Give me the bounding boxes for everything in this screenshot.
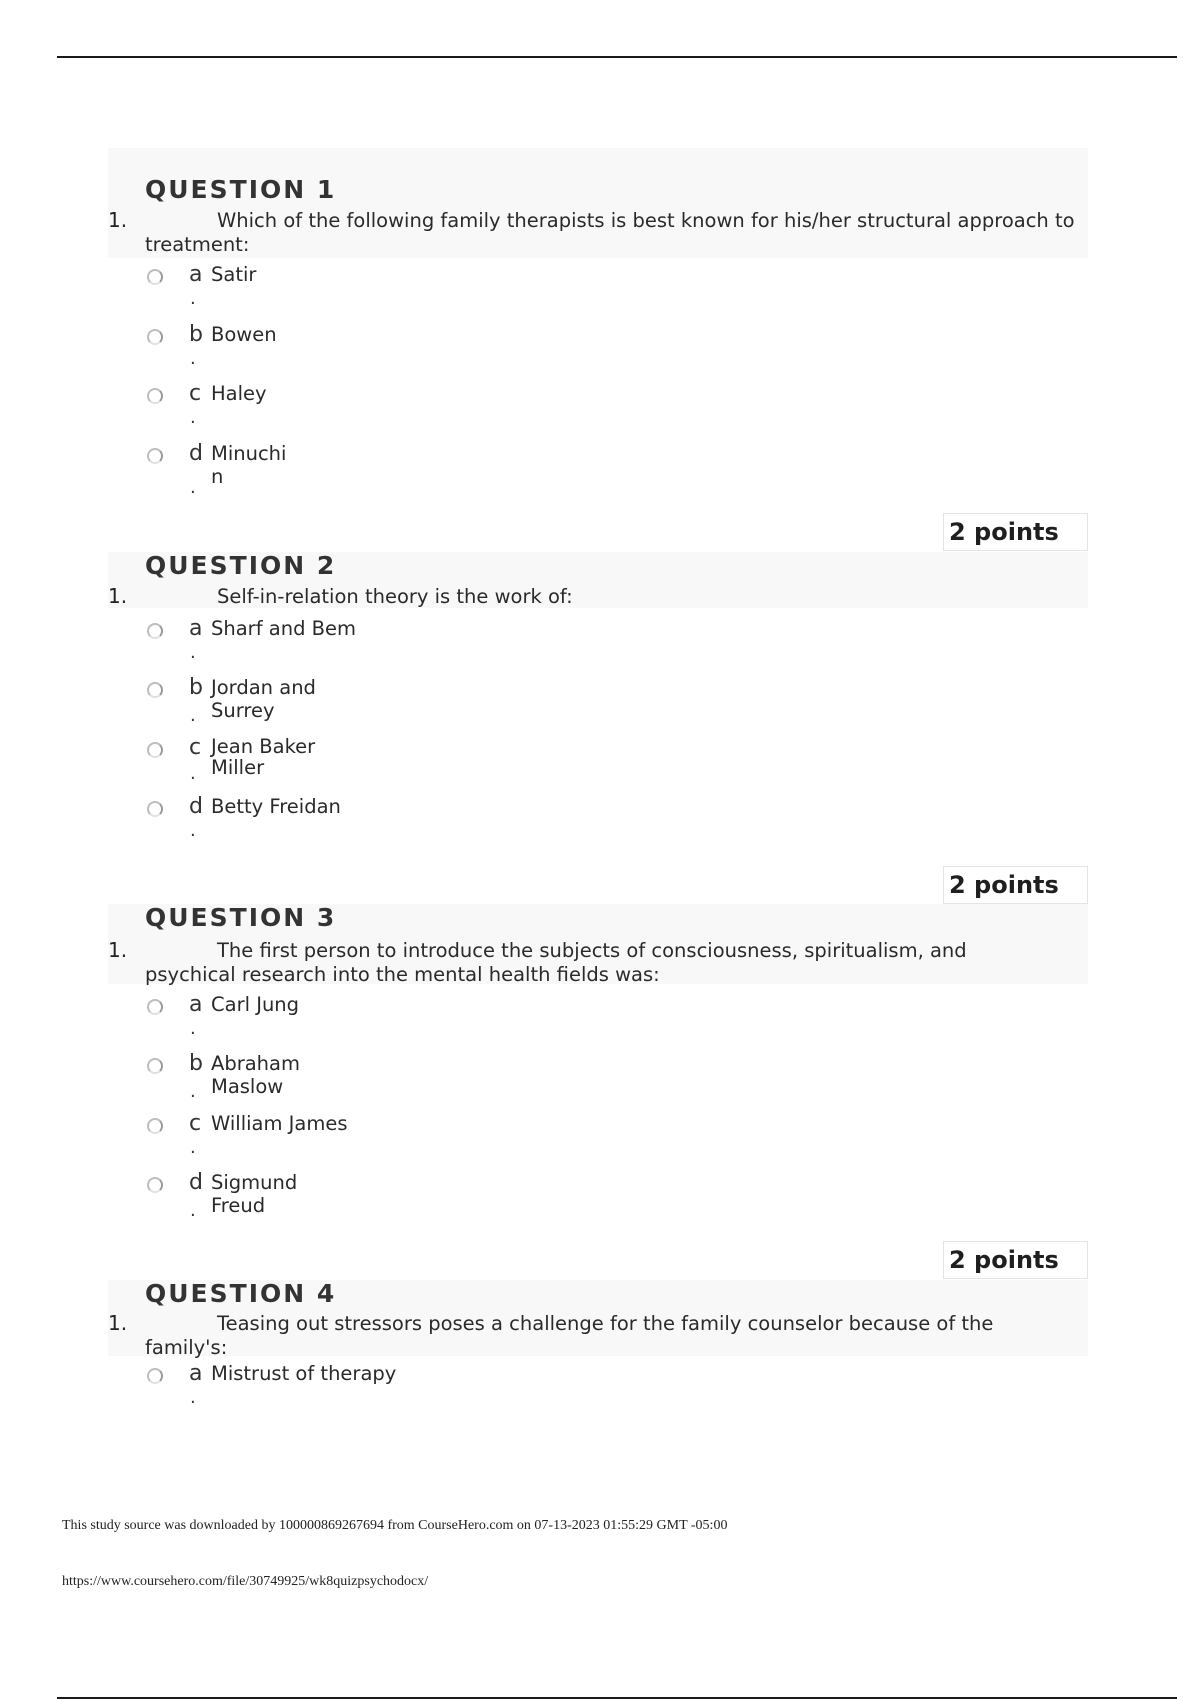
option-letter: b: [189, 675, 203, 700]
option-dot: .: [190, 1018, 196, 1039]
download-source-line: This study source was downloaded by 100000869267694 from CourseHero.com on 07-13-2023 01:55:29 GMT -05:00: [62, 1518, 728, 1533]
question-4-text: Teasing out stressors poses a challenge for the family counselor because of the family's:: [145, 1312, 994, 1359]
option-dot: .: [190, 348, 196, 369]
option-label: Bowen: [211, 323, 277, 346]
option-label: Abraham Maslow: [211, 1052, 300, 1098]
option-letter: a: [189, 262, 203, 287]
option-letter: a: [189, 992, 203, 1017]
option-letter: a: [189, 1361, 203, 1386]
question-1-option-b[interactable]: [145, 322, 645, 374]
question-2-option-c[interactable]: [145, 735, 645, 787]
option-letter: d: [189, 441, 203, 466]
radio-icon[interactable]: [147, 623, 163, 639]
radio-icon[interactable]: [147, 1177, 163, 1193]
question-2-text: Self-in-relation theory is the work of:: [217, 585, 573, 608]
radio-icon[interactable]: [147, 329, 163, 345]
option-label: Mistrust of therapy: [211, 1362, 397, 1385]
question-4-option-a[interactable]: [145, 1361, 645, 1413]
question-1-title: QUESTION 1: [145, 175, 337, 204]
option-dot: .: [190, 407, 196, 428]
radio-icon[interactable]: [147, 682, 163, 698]
option-letter: b: [189, 322, 203, 347]
option-letter: d: [189, 794, 203, 819]
option-dot: .: [190, 1081, 196, 1102]
option-letter: d: [189, 1170, 203, 1195]
radio-icon[interactable]: [147, 1118, 163, 1134]
radio-icon[interactable]: [147, 388, 163, 404]
question-1-option-d[interactable]: [145, 441, 645, 498]
question-1-option-a[interactable]: [145, 262, 645, 314]
question-3-option-b[interactable]: [145, 1051, 645, 1103]
radio-icon[interactable]: [147, 1058, 163, 1074]
radio-icon[interactable]: [147, 801, 163, 817]
option-letter: a: [189, 616, 203, 641]
option-label: Sharf and Bem: [211, 617, 357, 640]
option-label: Betty Freidan: [211, 795, 341, 818]
question-2-option-a[interactable]: [145, 616, 645, 668]
radio-icon[interactable]: [147, 269, 163, 285]
source-url[interactable]: https://www.coursehero.com/file/30749925/wk8quizpsychodocx/: [62, 1574, 429, 1589]
question-4-number: 1.: [108, 1311, 128, 1335]
option-label: Jordan and Surrey: [211, 676, 316, 722]
option-label: Jean Baker Miller: [211, 735, 316, 779]
option-dot: .: [190, 820, 196, 841]
question-3-title: QUESTION 3: [145, 903, 337, 932]
option-label: Satir: [211, 263, 257, 286]
question-3-option-c[interactable]: [145, 1111, 645, 1163]
question-4-title: QUESTION 4: [145, 1279, 337, 1308]
option-dot: .: [190, 477, 196, 498]
option-label: Haley: [211, 382, 267, 405]
option-label: Minuchi n: [211, 442, 287, 488]
question-2-option-d[interactable]: [145, 794, 645, 846]
question-3-option-a[interactable]: [145, 992, 645, 1044]
option-dot: .: [190, 1200, 196, 1221]
radio-icon[interactable]: [147, 448, 163, 464]
question-3-points: 2 points: [943, 1241, 1088, 1279]
question-3-text: The first person to introduce the subjects of consciousness, spiritualism, and psychical research into the mental health fields was:: [145, 939, 967, 986]
option-dot: .: [190, 1137, 196, 1158]
option-label: William James: [211, 1112, 348, 1135]
question-1-number: 1.: [108, 208, 128, 232]
option-dot: .: [190, 763, 196, 784]
question-1-option-c[interactable]: [145, 381, 645, 433]
question-1-points: 2 points: [943, 513, 1088, 551]
question-2-number: 1.: [108, 584, 128, 608]
option-letter: c: [189, 1111, 202, 1136]
radio-icon[interactable]: [147, 1368, 163, 1384]
option-letter: c: [189, 381, 202, 406]
option-dot: .: [190, 1387, 196, 1408]
question-3-number: 1.: [108, 938, 128, 962]
option-label: Carl Jung: [211, 993, 300, 1016]
option-dot: .: [190, 642, 196, 663]
question-3-option-d[interactable]: [145, 1170, 645, 1222]
question-2-title: QUESTION 2: [145, 551, 337, 580]
option-dot: .: [190, 705, 196, 726]
radio-icon[interactable]: [147, 742, 163, 758]
option-dot: .: [190, 288, 196, 309]
option-letter: b: [189, 1051, 203, 1076]
question-1-text: Which of the following family therapists is best known for his/her structural approach to treatment:: [145, 209, 1075, 256]
radio-icon[interactable]: [147, 999, 163, 1015]
top-rule: [57, 56, 1177, 58]
option-letter: c: [189, 735, 202, 760]
bottom-rule: [57, 1697, 1177, 1699]
question-2-points: 2 points: [943, 866, 1088, 904]
option-label: Sigmund Freud: [211, 1171, 298, 1217]
question-2-option-b[interactable]: [145, 675, 645, 727]
